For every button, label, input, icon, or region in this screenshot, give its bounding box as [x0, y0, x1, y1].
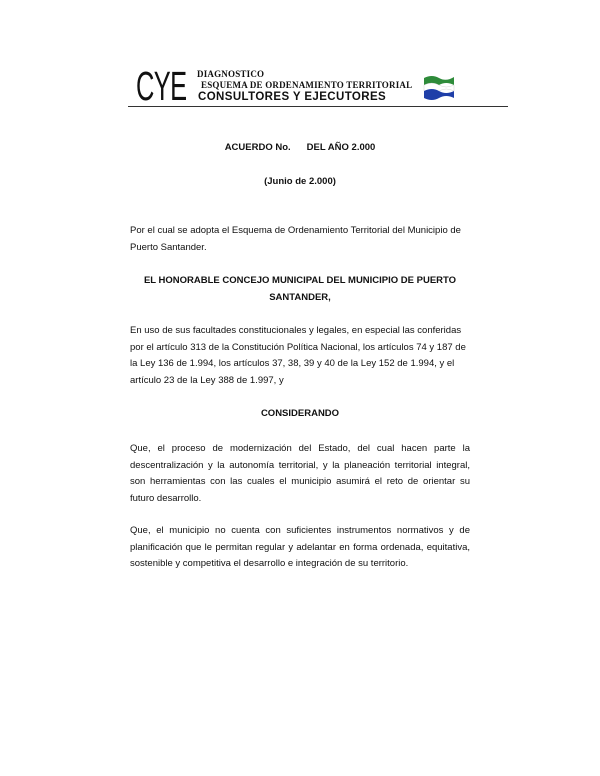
header-diagnostico: DIAGNOSTICO	[197, 69, 265, 79]
date-line: (Junio de 2.000)	[264, 176, 336, 187]
acuerdo-year-label: DEL AÑO 2.000	[306, 142, 376, 153]
considerando-paragraph-2: Que, el municipio no cuenta con suficientes instrumentos normativos y de planificación que le permitan regular y adelantar en forma ordenada, equitativa, sostenible y competitiva el desarrollo e integración de su territorio.	[130, 525, 470, 569]
acuerdo-title	[100, 142, 500, 153]
council-heading: EL HONORABLE CONCEJO MUNICIPAL DEL MUNICIPIO DE PUERTO SANTANDER,	[143, 275, 457, 303]
intro-paragraph: Por el cual se adopta el Esquema de Ordenamiento Territorial del Municipio de Puerto Santander.	[130, 225, 461, 253]
page-header	[128, 62, 508, 108]
powers-paragraph: En uso de sus facultades constitucionales y legales, en especial las conferidas por el artículo 313 de la Constitución Política Nacional, los artículos 74 y 187 de la Ley 136 de 1.994, los artículos 37, 38, 39 y 40 de la Ley 152 de 1.994, y el artículo 23 de la Ley 388 de 1.997, y	[130, 325, 466, 386]
acuerdo-number-label: ACUERDO No.	[224, 142, 291, 153]
cye-logo: CYE	[136, 63, 187, 109]
considerando-paragraph-1: Que, el proceso de modernización del Estado, del cual hacen parte la descentralización y la autonomía territorial, y la planeación territorial integral, son herramientas con las cuales el municipio asumirá el reto de orientar su futuro desarrollo.	[130, 443, 470, 504]
header-consultores: CONSULTORES Y EJECUTORES	[198, 91, 387, 103]
header-rule	[128, 106, 508, 107]
header-esquema: ESQUEMA DE ORDENAMIENTO TERRITORIAL	[201, 80, 413, 90]
considerando-heading: CONSIDERANDO	[260, 408, 340, 419]
flag-icon	[422, 73, 456, 101]
